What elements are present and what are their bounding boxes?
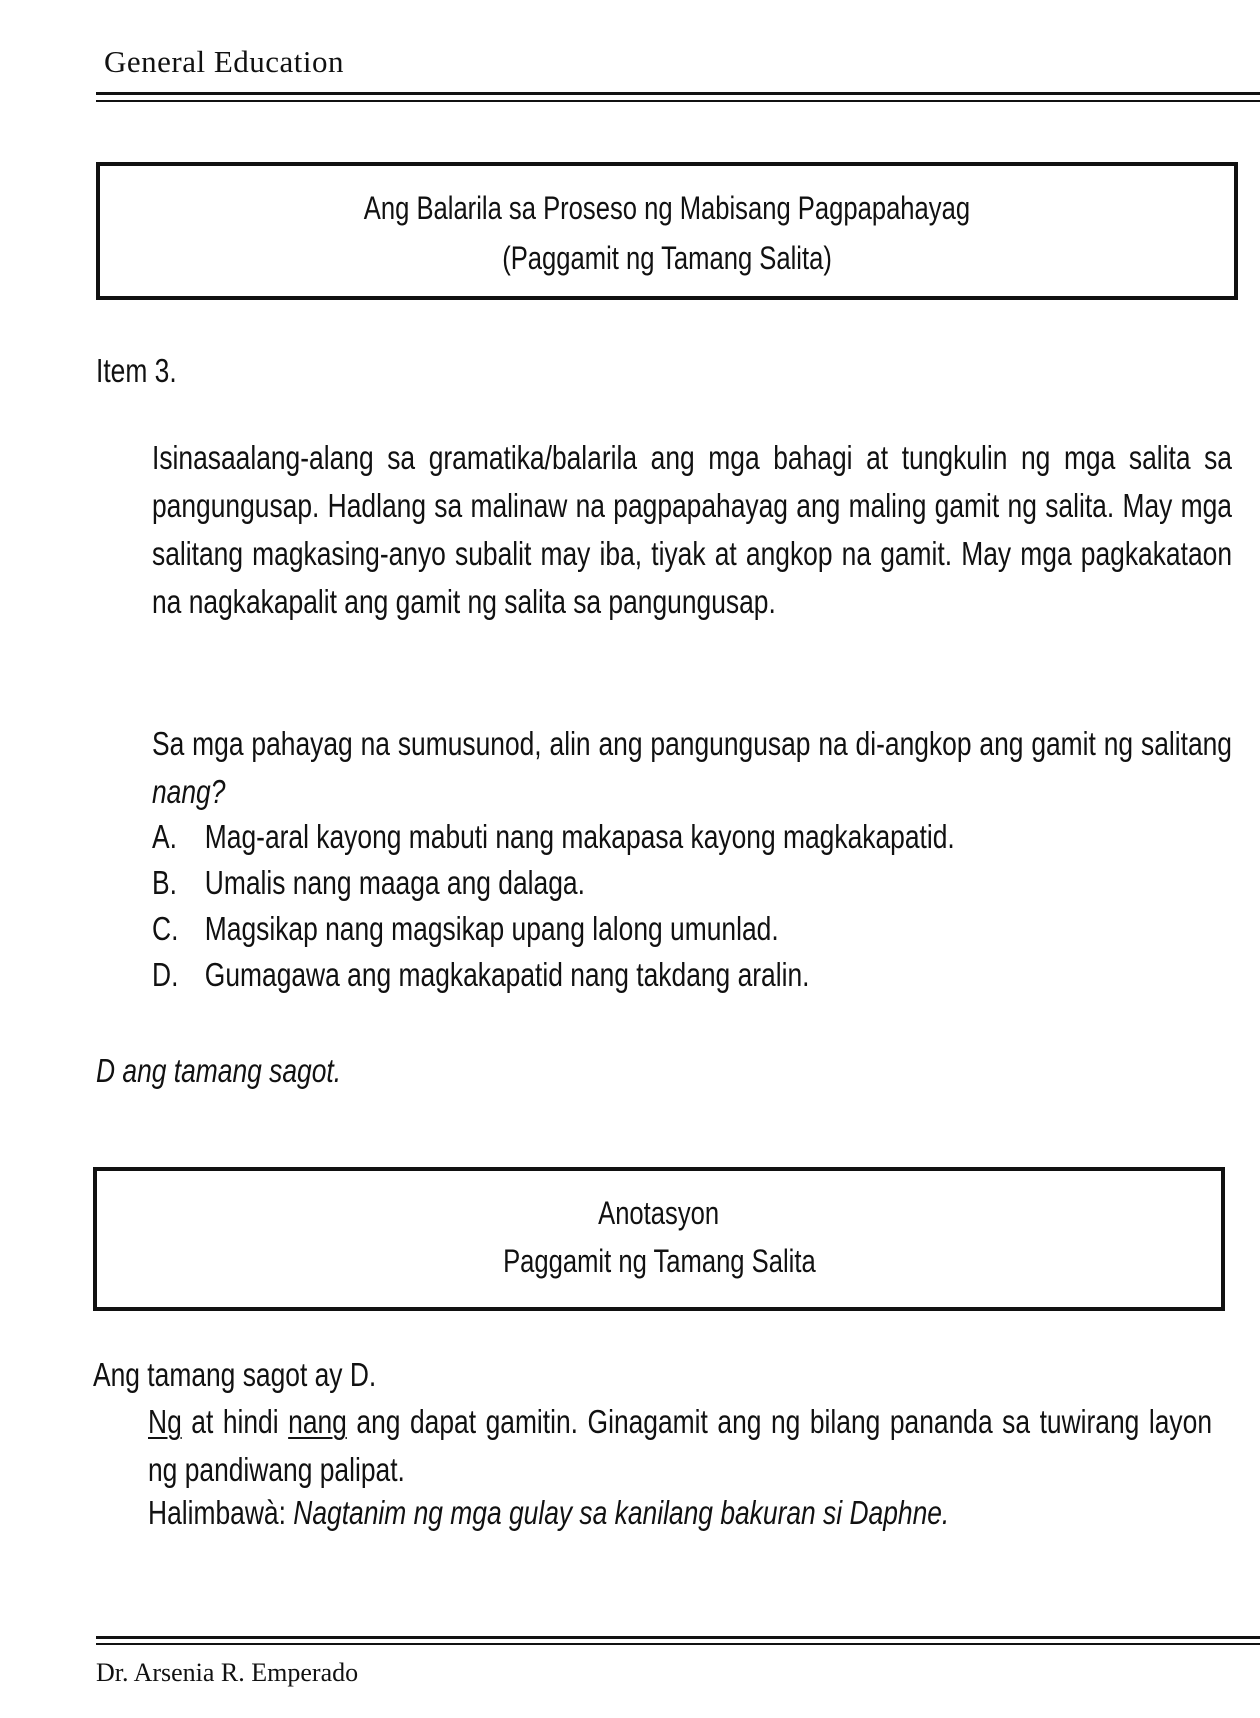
underlined-ng: Ng (148, 1403, 182, 1440)
answer-statement: D ang tamang sagot. (96, 1052, 342, 1089)
section-title: Ang Balarila sa Proseso ng Mabisang Pagpapahayag (363, 190, 971, 226)
annotation-subtitle: Paggamit ng Tamang Salita (502, 1243, 816, 1279)
option-text: Mag-aral kayong mabuti nang makapasa kayong magkakapatid. (204, 818, 955, 855)
option-letter: D. (152, 956, 179, 993)
footer-rule-thin (96, 1643, 1260, 1645)
footer-rule (96, 1636, 1260, 1639)
question-word: nang? (152, 773, 226, 810)
annotation-explanation (148, 1398, 1212, 1494)
option-letter: A. (152, 818, 177, 855)
option-letter: C. (152, 910, 179, 947)
annotation-title: Anotasyon (598, 1195, 720, 1231)
text: at hindi (181, 1403, 289, 1440)
option-text: Gumagawa ang magkakapatid nang takdang aralin. (204, 956, 810, 993)
option-c (152, 910, 779, 948)
option-letter: B. (152, 864, 177, 901)
underlined-nang: nang (288, 1403, 347, 1440)
annotation-answer: Ang tamang sagot ay D. (93, 1356, 377, 1393)
option-b (152, 864, 585, 902)
section-subtitle: (Paggamit ng Tamang Salita) (502, 240, 832, 276)
example-text: Nagtanim ng mga gulay sa kanilang bakuran si Daphne. (293, 1494, 950, 1531)
section-title-box (96, 162, 1238, 300)
question (152, 720, 1232, 816)
text: ang dapat gamitin. Ginagamit ang ng bilang pananda sa tuwirang layon ng pandiwang palipat. (148, 1403, 1213, 1488)
header-rule (96, 92, 1260, 95)
footer-author: Dr. Arsenia R. Emperado (96, 1658, 359, 1687)
header-rule-thin (96, 100, 1260, 102)
annotation-title-box (93, 1167, 1225, 1311)
option-text: Magsikap nang magsikap upang lalong umunlad. (204, 910, 779, 947)
option-d (152, 956, 809, 994)
option-text: Umalis nang maaga ang dalaga. (204, 864, 585, 901)
annotation-example (148, 1494, 949, 1532)
running-header: General Education (104, 44, 345, 79)
example-label: Halimbawà: (148, 1494, 294, 1531)
item-paragraph: Isinasaalang-alang sa gramatika/balarila ang mga bahagi at tungkulin ng mga salita sa pangungusap. Hadlang sa malinaw na pagpapahayag ang maling gamit ng salita. May mga salitang magkasing-anyo subalit may iba, tiyak at angkop na gamit. May mga pagkakataon na nagkakapalit ang gamit ng salita sa pangungusap. (152, 439, 1232, 620)
item-label: Item 3. (96, 352, 177, 389)
option-a (152, 818, 955, 856)
question-text: Sa mga pahayag na sumusunod, alin ang pangungusap na di-angkop ang gamit ng salitang (152, 725, 1232, 762)
